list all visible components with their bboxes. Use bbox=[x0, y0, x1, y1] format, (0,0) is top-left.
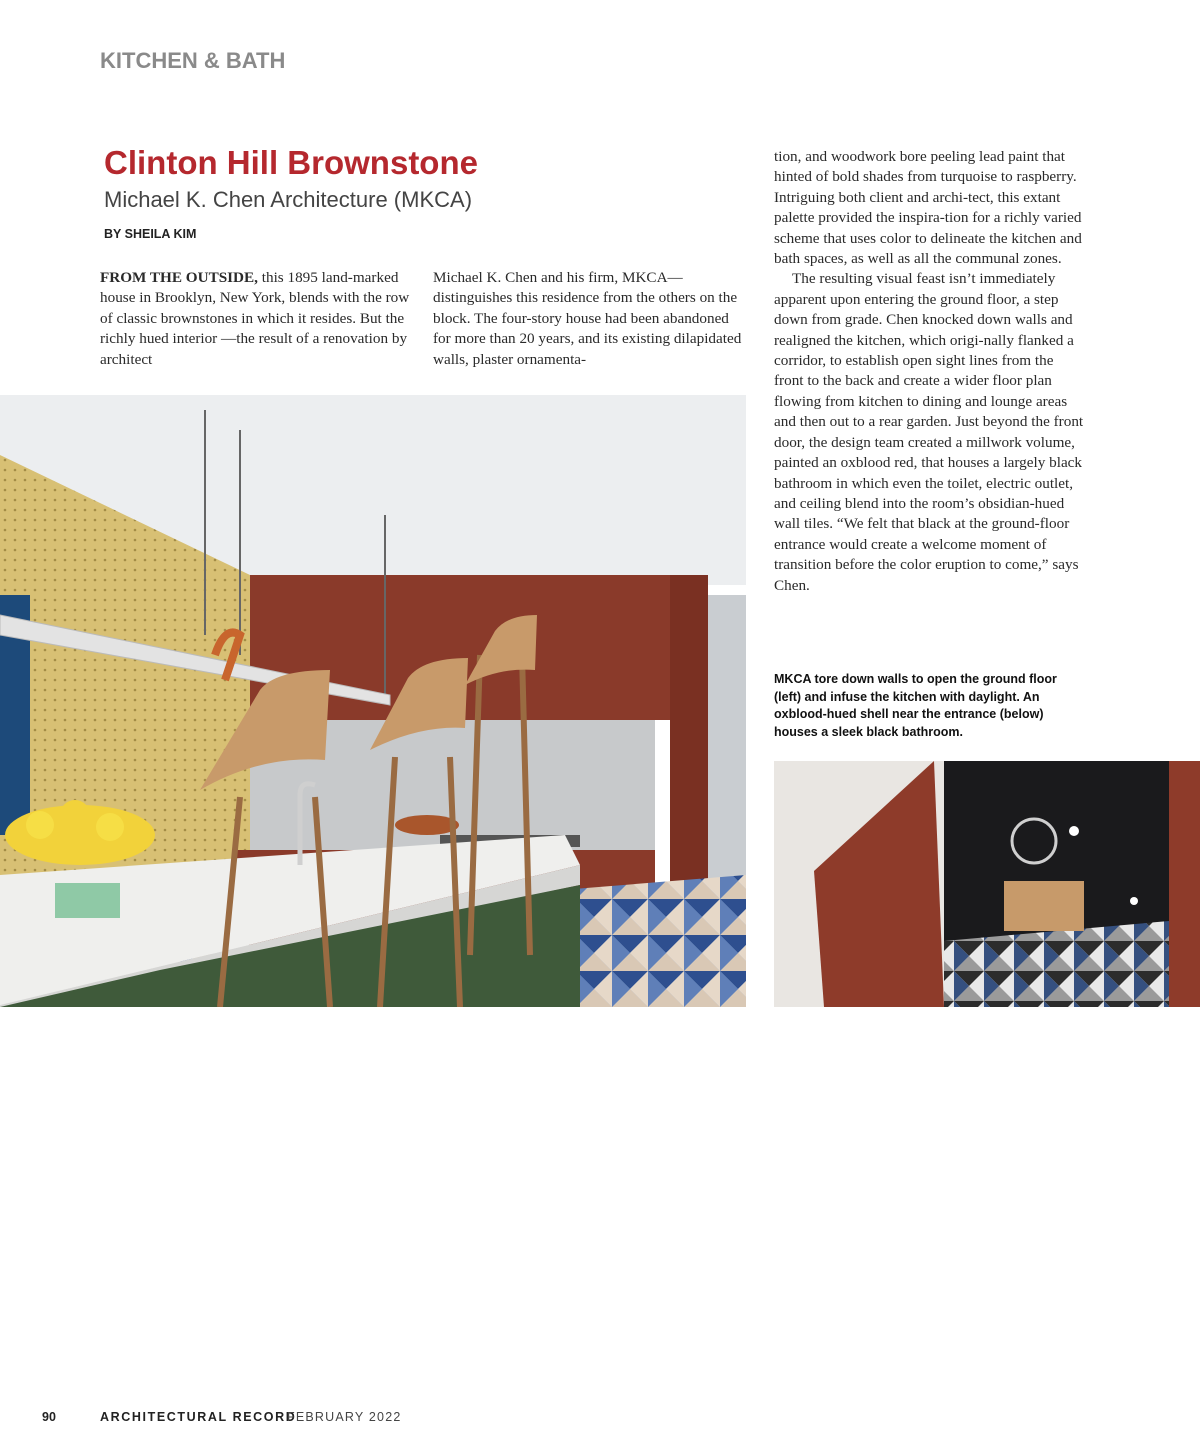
photo-caption: MKCA tore down walls to open the ground floor (left) and infuse the kitchen with daylight. An oxblood-hued shell near the entrance (below) houses a sleek black bathroom. bbox=[774, 672, 1057, 739]
issue-date: FEBRUARY 2022 bbox=[287, 1410, 402, 1424]
magazine-name: ARCHITECTURAL RECORD bbox=[100, 1410, 297, 1424]
kitchen-photo bbox=[0, 395, 746, 1007]
col3-paragraph-2: The resulting visual feast isn’t immediately apparent upon entering the ground floor, a step down from grade. Chen knocked down walls and realigned the kitchen, which origi-nally flanked a corridor, to establish open sight lines from the front to the back and create a wider floor plan flowing from kitchen to dining and lounge areas and then out to a rear garden. Just beyond the front door, the design team created a millwork volume, painted an oxblood red, that houses a largely black bathroom in which even the toilet, electric outlet, and ceiling blend into the room’s obsidian-hued wall tiles. “We felt that black at the ground-floor entrance would create a welcome moment of transition before the color eruption to come,” says Chen. bbox=[774, 270, 1084, 594]
col1-text: this 1895 land-marked house in Brooklyn, New York, blends with the row of classic brownstones in which it resides. But the richly hued interior —the result of a renovation by architect bbox=[100, 269, 410, 368]
lead-in: FROM THE OUTSIDE, bbox=[100, 269, 258, 286]
page-number: 90 bbox=[42, 1410, 56, 1424]
article-title: Clinton Hill Brownstone bbox=[104, 144, 478, 181]
bathroom-photo bbox=[774, 761, 1200, 1007]
body-column-1 bbox=[100, 268, 412, 370]
col3-paragraph-1: tion, and woodwork bore peeling lead paint that hinted of bold shades from turquoise to raspberry. Intriguing both client and archi-tect, this extant palette provided the inspira-tion for a richly varied scheme that uses color to delineate the kitchen and bath spaces, as well as all the communal zones. bbox=[774, 148, 1082, 268]
section-label: KITCHEN & BATH bbox=[100, 48, 286, 73]
body-column-3 bbox=[774, 147, 1086, 596]
body-column-2: Michael K. Chen and his firm, MKCA— distinguishes this residence from the others on the block. The four-story house had been abandoned for more than 20 years, and its existing dilapidated walls, plaster ornamenta- bbox=[433, 269, 742, 368]
byline: BY SHEILA KIM bbox=[104, 227, 197, 241]
article-subtitle: Michael K. Chen Architecture (MKCA) bbox=[104, 187, 473, 212]
